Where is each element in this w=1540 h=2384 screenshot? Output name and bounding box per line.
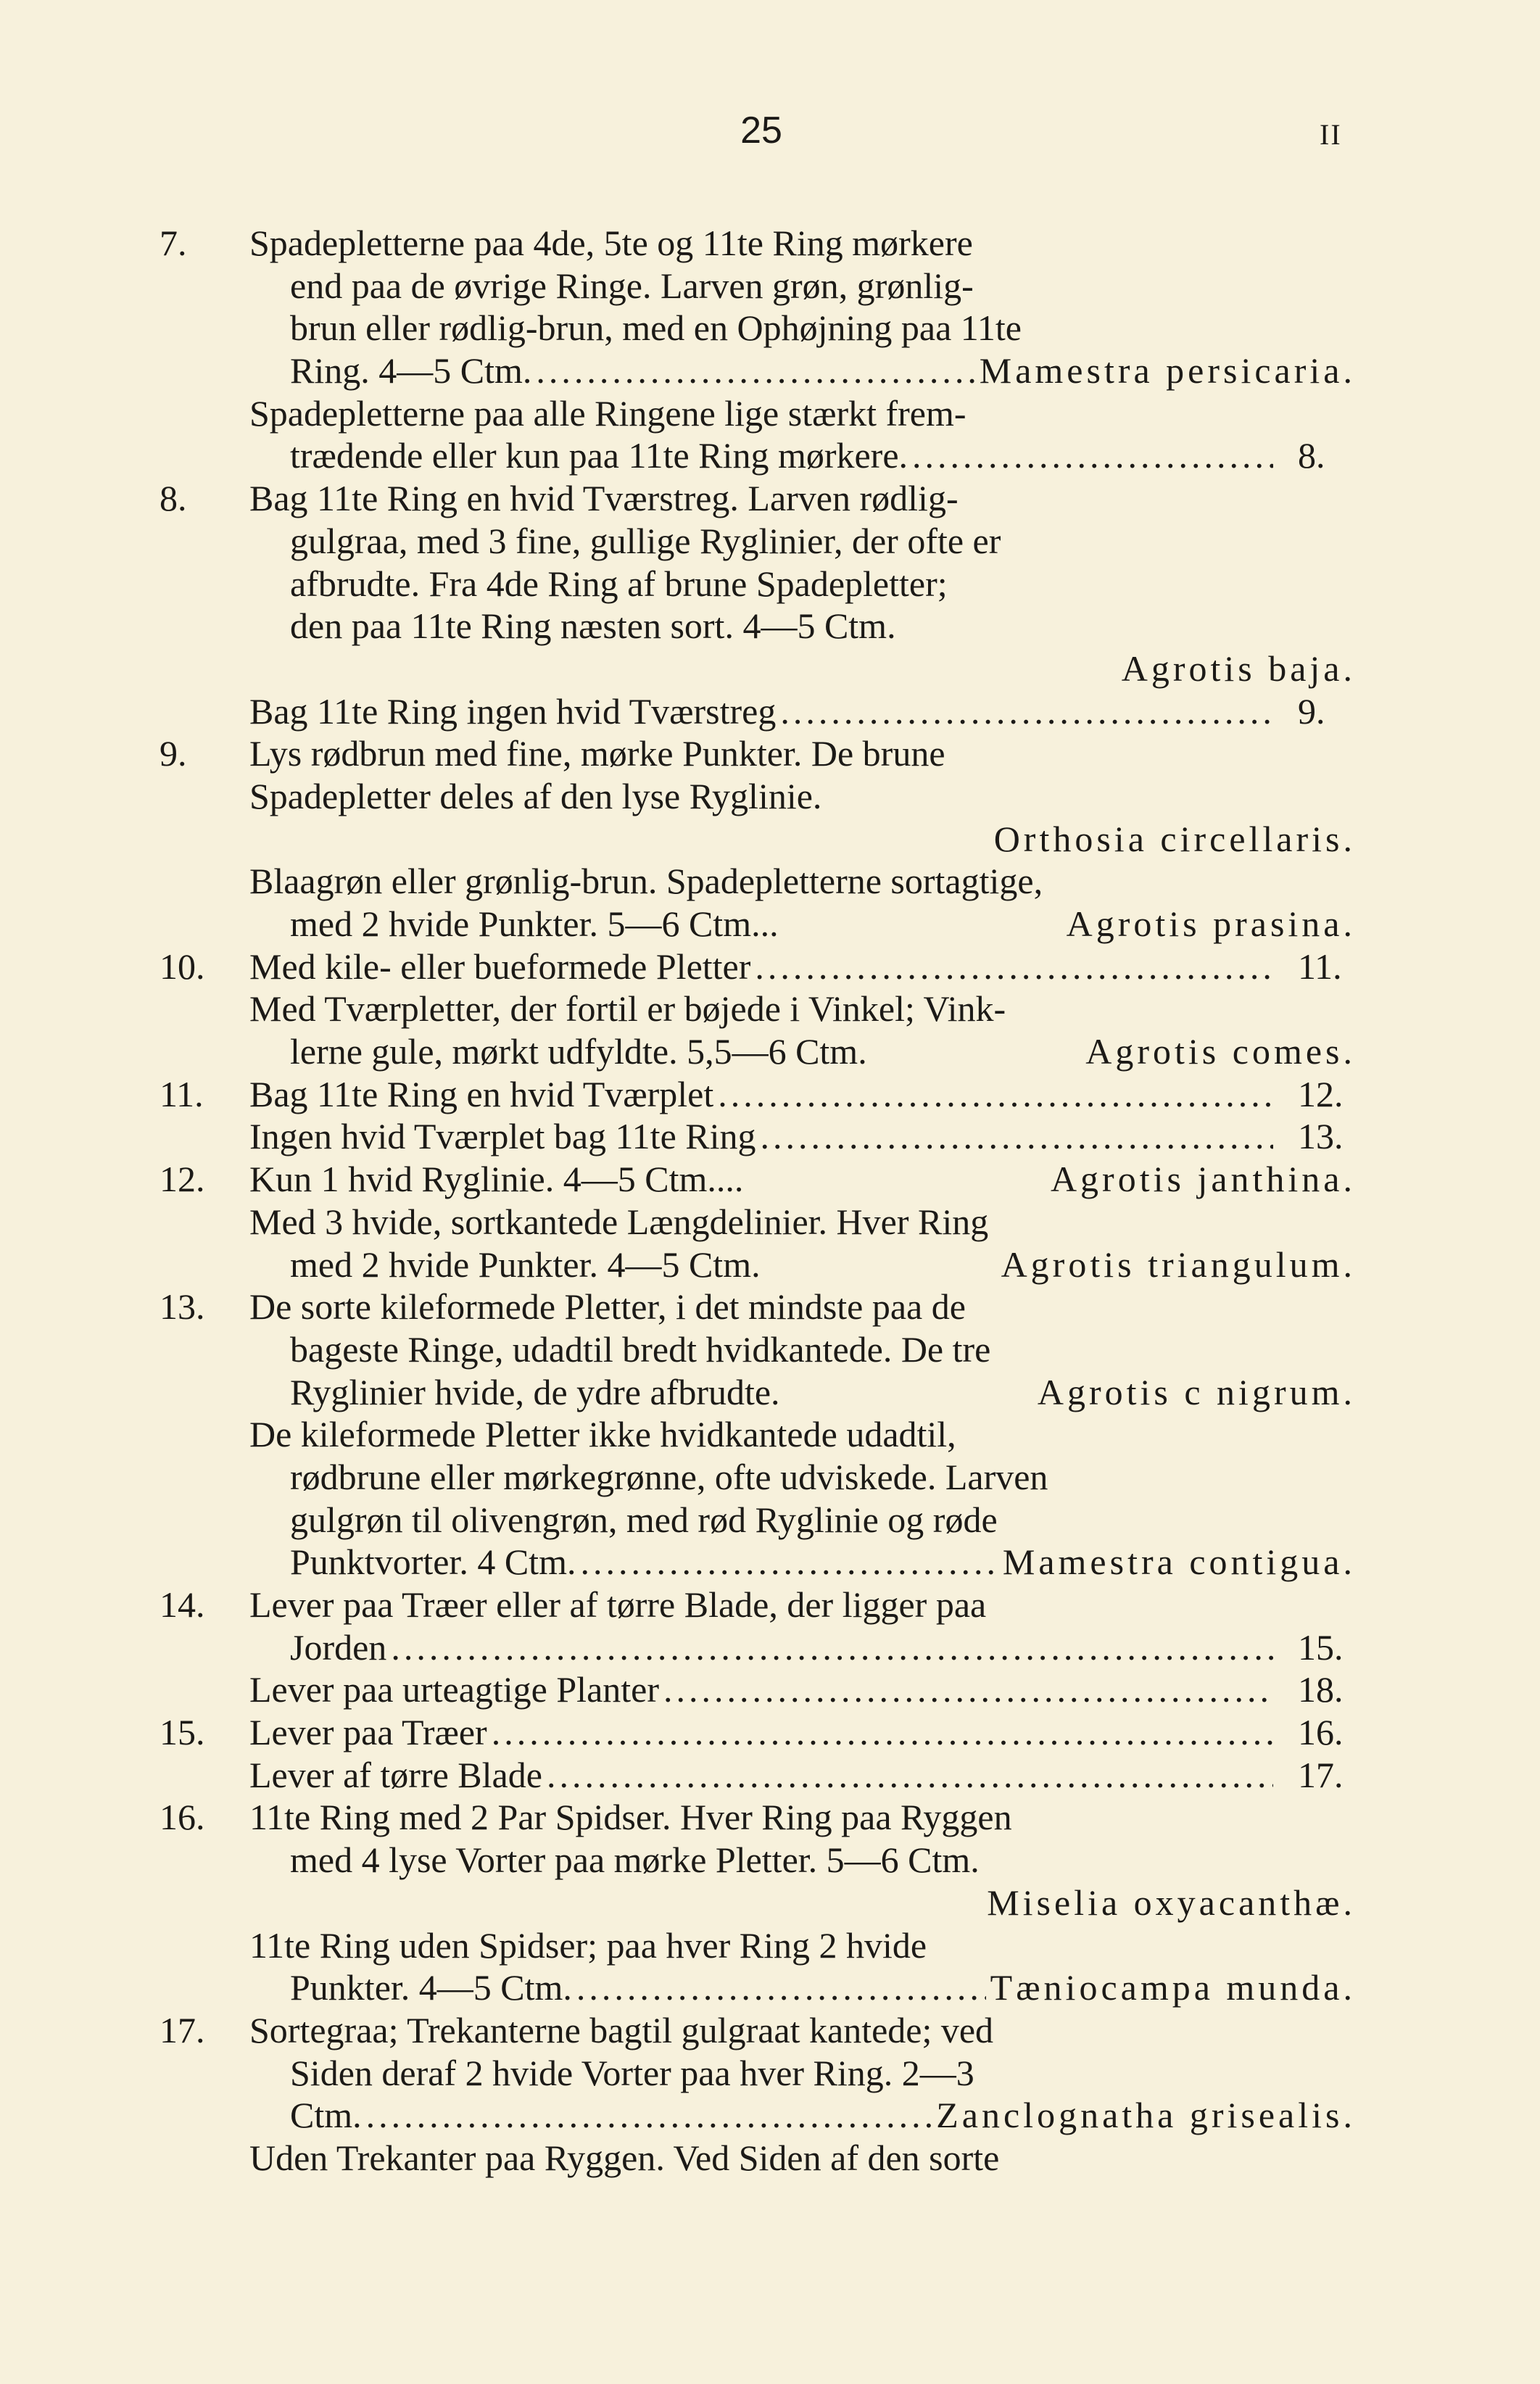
dot-leader — [663, 1668, 1273, 1711]
key-text: end paa de øvrige Ringe. Larven grøn, grønlig- — [290, 265, 974, 306]
key-text: brun eller rødlig-brun, med en Ophøjning paa 11te — [290, 307, 1022, 349]
key-line — [160, 647, 1356, 690]
couplet-reference: 13. — [1298, 1116, 1344, 1157]
key-text: rødbrune eller mørkegrønne, ofte udviskede. Larven — [290, 1456, 1048, 1497]
couplet-number: 9. — [160, 733, 187, 774]
couplet-number: 17. — [160, 2009, 205, 2050]
key-line — [160, 1158, 1356, 1201]
dot-leader — [755, 945, 1273, 988]
key-text: Bag 11te Ring ingen hvid Tværstreg — [249, 690, 777, 732]
key-text: Lever paa urteagtige Planter — [249, 1669, 659, 1710]
key-text: De kileformede Pletter ikke hvidkantede udadtil, — [249, 1414, 956, 1455]
species-name: Agrotis prasina. — [1066, 903, 1356, 944]
couplet-reference: 11. — [1298, 945, 1342, 987]
key-text: med 2 hvide Punkter. 4—5 Ctm. — [290, 1243, 761, 1285]
key-line — [160, 1584, 1356, 1626]
key-line — [160, 1966, 1356, 2009]
key-line — [160, 1541, 1356, 1584]
dot-leader — [780, 690, 1273, 733]
key-line — [160, 307, 1356, 349]
key-text: gulgraa, med 3 fine, gullige Ryglinier, der ofte er — [290, 520, 1001, 561]
dot-leader — [912, 434, 1273, 477]
key-line — [160, 1371, 1356, 1414]
couplet-number: 16. — [160, 1797, 205, 1838]
key-text: lerne gule, mørkt udfyldte. 5,5—6 Ctm. — [290, 1031, 867, 1072]
key-text: Spadepletter deles af den lyse Ryglinie. — [249, 775, 822, 816]
key-line — [160, 265, 1356, 307]
key-text: afbrudte. Fra 4de Ring af brune Spadepletter; — [290, 563, 948, 604]
couplet-reference: 17. — [1298, 1754, 1344, 1795]
key-text: Ring. 4—5 Ctm. — [290, 350, 532, 392]
key-text: Jorden — [290, 1626, 387, 1668]
key-text: Bag 11te Ring en hvid Tværplet — [249, 1073, 714, 1114]
species-name: Mamestra contigua. — [1002, 1541, 1356, 1583]
species-name: Agrotis comes. — [1085, 1031, 1356, 1072]
key-line — [160, 2094, 1356, 2137]
dot-leader — [580, 1541, 998, 1584]
species-name: Agrotis janthina. — [1050, 1159, 1356, 1200]
couplet-number: 14. — [160, 1584, 205, 1625]
dot-leader — [576, 1966, 986, 2009]
key-line — [160, 1754, 1356, 1797]
key-text: Med kile- eller bueformede Pletter — [249, 945, 751, 987]
key-text: Lys rødbrun med fine, mørke Punkter. De brune — [249, 733, 945, 774]
key-text: Ctm. — [290, 2095, 362, 2136]
key-line — [160, 2137, 1356, 2180]
key-text: Lever paa Træer eller af tørre Blade, der ligger paa — [249, 1584, 987, 1625]
key-text: Bag 11te Ring en hvid Tværstreg. Larven rødlig- — [249, 478, 959, 519]
page-number: 25 — [740, 109, 782, 152]
key-text: den paa 11te Ring næsten sort. 4—5 Ctm. — [290, 605, 896, 647]
signature-mark: II — [1320, 118, 1342, 151]
couplet-number: 7. — [160, 223, 187, 263]
key-line — [160, 563, 1356, 605]
species-name: Zanclognatha grisealis. — [936, 2095, 1356, 2136]
key-text: Ryglinier hvide, de ydre afbrudte. — [290, 1371, 780, 1412]
key-line — [160, 605, 1356, 647]
key-text: gulgrøn til olivengrøn, med rød Ryglinie og røde — [290, 1499, 998, 1540]
key-text: Uden Trekanter paa Ryggen. Ved Siden af den sorte — [249, 2137, 1000, 2178]
key-text: med 4 lyse Vorter paa mørke Pletter. 5—6 Ctm. — [290, 1839, 980, 1881]
key-text: Lever paa Træer — [249, 1712, 487, 1753]
page-header — [0, 109, 1540, 167]
key-line — [160, 477, 1356, 520]
species-name: Mamestra persicaria. — [979, 350, 1356, 392]
dot-leader — [547, 1754, 1273, 1797]
key-line — [160, 903, 1356, 945]
key-text: 11te Ring uden Spidser; paa hver Ring 2 hvide — [249, 1924, 927, 1966]
couplet-number: 10. — [160, 945, 205, 987]
key-text: Punktvorter. 4 Ctm. — [290, 1541, 576, 1583]
couplet-reference: 12. — [1298, 1073, 1344, 1114]
key-line — [160, 1328, 1356, 1371]
key-text: Punkter. 4—5 Ctm. — [290, 1967, 572, 2008]
dot-leader — [718, 1073, 1273, 1116]
dot-leader — [391, 1626, 1273, 1669]
key-line — [160, 1030, 1356, 1073]
key-text: Siden deraf 2 hvide Vorter paa hver Ring. 2—3 — [290, 2052, 974, 2093]
key-line — [160, 1456, 1356, 1499]
dot-leader — [492, 1711, 1273, 1754]
key-line — [160, 1796, 1356, 1839]
key-line — [160, 1882, 1356, 1924]
key-line — [160, 1286, 1356, 1328]
key-line — [160, 1073, 1356, 1116]
couplet-number: 8. — [160, 478, 187, 519]
key-line — [160, 860, 1356, 903]
key-line — [160, 1243, 1356, 1286]
key-line — [160, 392, 1356, 435]
key-line — [160, 775, 1356, 818]
key-line — [160, 1201, 1356, 1243]
couplet-reference: 16. — [1298, 1712, 1344, 1753]
key-text: Lever af tørre Blade — [249, 1754, 542, 1795]
key-line — [160, 1413, 1356, 1456]
couplet-reference: 15. — [1298, 1626, 1344, 1668]
couplet-number: 11. — [160, 1073, 204, 1114]
key-text: trædende eller kun paa 11te Ring mørkere. — [290, 435, 908, 476]
couplet-number: 12. — [160, 1159, 205, 1200]
key-text: Spadepletterne paa alle Ringene lige stærkt frem- — [249, 392, 966, 434]
species-name: Miselia oxyacanthæ. — [987, 1882, 1356, 1923]
identification-key — [160, 222, 1356, 2180]
key-line — [160, 690, 1356, 733]
key-line — [160, 1499, 1356, 1541]
key-line — [160, 1626, 1356, 1669]
key-line — [160, 1924, 1356, 1967]
key-text: Med 3 hvide, sortkantede Længdelinier. Hver Ring — [249, 1201, 989, 1242]
key-line — [160, 1839, 1356, 1882]
couplet-number: 15. — [160, 1712, 205, 1753]
couplet-reference: 18. — [1298, 1669, 1344, 1710]
key-text: Sortegraa; Trekanterne bagtil gulgraat kantede; ved — [249, 2009, 994, 2050]
key-text: Kun 1 hvid Ryglinie. 4—5 Ctm.... — [249, 1159, 744, 1200]
key-line — [160, 1668, 1356, 1711]
key-line — [160, 434, 1356, 477]
key-line — [160, 818, 1356, 861]
key-text: De sorte kileformede Pletter, i det mindste paa de — [249, 1286, 966, 1328]
couplet-reference: 8. — [1298, 435, 1325, 476]
species-name: Agrotis triangulum. — [1001, 1243, 1356, 1285]
key-line — [160, 988, 1356, 1030]
key-line — [160, 1115, 1356, 1158]
species-name: Agrotis baja. — [1121, 647, 1356, 689]
key-text: Ingen hvid Tværplet bag 11te Ring — [249, 1116, 756, 1157]
couplet-reference: 9. — [1298, 690, 1325, 732]
key-line — [160, 520, 1356, 563]
dot-leader — [761, 1115, 1273, 1158]
dot-leader — [366, 2094, 932, 2137]
key-line — [160, 349, 1356, 392]
species-name: Agrotis c nigrum. — [1037, 1371, 1356, 1412]
key-text: Spadepletterne paa 4de, 5te og 11te Ring mørkere — [249, 223, 973, 263]
key-line — [160, 945, 1356, 988]
dot-leader — [536, 349, 974, 392]
key-text: Blaagrøn eller grønlig-brun. Spadepletterne sortagtige, — [249, 861, 1043, 902]
key-line — [160, 1711, 1356, 1754]
key-text: med 2 hvide Punkter. 5—6 Ctm... — [290, 903, 779, 944]
key-text: 11te Ring med 2 Par Spidser. Hver Ring paa Ryggen — [249, 1797, 1012, 1838]
species-name: Tæniocampa munda. — [990, 1967, 1356, 2008]
key-line — [160, 2009, 1356, 2052]
key-line — [160, 2052, 1356, 2095]
key-text: Med Tværpletter, der fortil er bøjede i Vinkel; Vink- — [249, 988, 1006, 1030]
couplet-number: 13. — [160, 1286, 205, 1328]
key-line — [160, 732, 1356, 775]
key-line — [160, 222, 1356, 265]
key-text: bageste Ringe, udadtil bredt hvidkantede. De tre — [290, 1328, 991, 1370]
species-name: Orthosia circellaris. — [993, 818, 1356, 859]
